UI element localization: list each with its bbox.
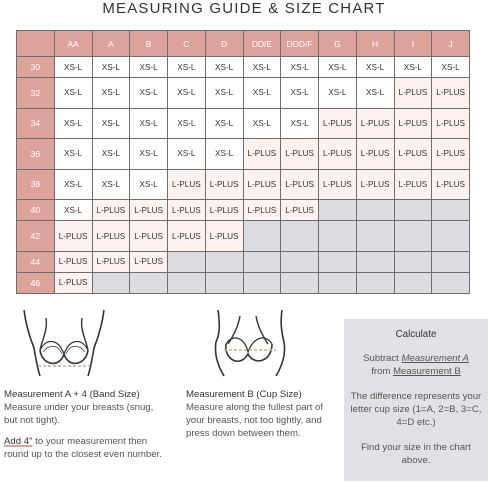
measurement-a-note bbox=[4, 435, 164, 461]
empty-size-cell bbox=[319, 200, 357, 221]
size-cell: XS-L bbox=[130, 139, 168, 170]
size-cell: XS-L bbox=[281, 57, 319, 78]
size-cell: XS-L bbox=[54, 169, 92, 200]
empty-size-cell bbox=[168, 272, 206, 293]
empty-size-cell bbox=[356, 272, 394, 293]
empty-size-cell bbox=[432, 251, 470, 272]
empty-size-cell bbox=[394, 200, 432, 221]
size-cell: XS-L bbox=[205, 108, 243, 139]
size-cell: XS-L bbox=[281, 108, 319, 139]
size-cell: XS-L bbox=[92, 169, 130, 200]
table-corner-cell bbox=[17, 31, 55, 57]
table-row bbox=[17, 200, 470, 221]
note-rest: to your measurement then round up to the closest even number. bbox=[4, 436, 162, 460]
size-cell: L-PLUS bbox=[92, 251, 130, 272]
measurement-a-text: Measure under your breasts (snug, but not tight). bbox=[4, 402, 154, 426]
size-cell: XS-L bbox=[432, 57, 470, 78]
band-size-cell: 44 bbox=[17, 251, 55, 272]
size-cell: XS-L bbox=[394, 57, 432, 78]
empty-size-cell bbox=[394, 251, 432, 272]
size-cell: L-PLUS bbox=[356, 139, 394, 170]
calculate-box bbox=[344, 319, 488, 481]
column-header-cup: J bbox=[432, 31, 470, 57]
size-cell: L-PLUS bbox=[130, 221, 168, 252]
size-cell: XS-L bbox=[319, 57, 357, 78]
empty-size-cell bbox=[319, 221, 357, 252]
size-cell: L-PLUS bbox=[319, 169, 357, 200]
empty-size-cell bbox=[168, 251, 206, 272]
page-title: MEASURING GUIDE & SIZE CHART bbox=[102, 0, 386, 17]
empty-size-cell bbox=[394, 272, 432, 293]
band-size-cell: 40 bbox=[17, 200, 55, 221]
empty-size-cell bbox=[356, 200, 394, 221]
empty-size-cell bbox=[92, 272, 130, 293]
size-cell: L-PLUS bbox=[243, 200, 281, 221]
table-row bbox=[17, 139, 470, 170]
empty-size-cell bbox=[356, 221, 394, 252]
size-cell: L-PLUS bbox=[432, 108, 470, 139]
table-row bbox=[17, 57, 470, 78]
size-cell: XS-L bbox=[281, 78, 319, 109]
size-cell: L-PLUS bbox=[168, 221, 206, 252]
empty-size-cell bbox=[243, 221, 281, 252]
size-cell: L-PLUS bbox=[92, 200, 130, 221]
size-cell: XS-L bbox=[243, 57, 281, 78]
calculate-step-find: Find your size in the chart above. bbox=[361, 442, 471, 466]
size-cell: XS-L bbox=[54, 200, 92, 221]
add-four-highlight: Add 4" bbox=[4, 436, 33, 447]
empty-size-cell bbox=[432, 272, 470, 293]
size-cell: XS-L bbox=[319, 78, 357, 109]
size-cell: XS-L bbox=[54, 108, 92, 139]
subtract-mid: from bbox=[371, 366, 394, 377]
column-header-cup: AA bbox=[54, 31, 92, 57]
table-row bbox=[17, 221, 470, 252]
size-cell: L-PLUS bbox=[281, 200, 319, 221]
band-size-cell: 38 bbox=[17, 169, 55, 200]
size-cell: XS-L bbox=[92, 78, 130, 109]
size-cell: XS-L bbox=[54, 57, 92, 78]
calculate-title: Calculate bbox=[395, 329, 437, 340]
calculate-step-subtract bbox=[350, 352, 482, 378]
empty-size-cell bbox=[205, 251, 243, 272]
empty-size-cell bbox=[394, 221, 432, 252]
empty-size-cell bbox=[432, 221, 470, 252]
empty-size-cell bbox=[243, 272, 281, 293]
table-row bbox=[17, 251, 470, 272]
column-header-cup: H bbox=[356, 31, 394, 57]
empty-size-cell bbox=[432, 200, 470, 221]
empty-size-cell bbox=[205, 272, 243, 293]
size-cell: L-PLUS bbox=[432, 139, 470, 170]
size-cell: L-PLUS bbox=[319, 108, 357, 139]
size-cell: L-PLUS bbox=[356, 169, 394, 200]
column-header-cup: A bbox=[92, 31, 130, 57]
table-body bbox=[17, 57, 470, 294]
size-cell: XS-L bbox=[205, 78, 243, 109]
size-cell: L-PLUS bbox=[130, 251, 168, 272]
band-size-cell: 32 bbox=[17, 78, 55, 109]
empty-size-cell bbox=[356, 251, 394, 272]
size-cell: L-PLUS bbox=[205, 169, 243, 200]
column-header-cup: I bbox=[394, 31, 432, 57]
table-row bbox=[17, 272, 470, 293]
cup-measurement-illustration bbox=[206, 308, 290, 378]
size-cell: L-PLUS bbox=[243, 139, 281, 170]
column-header-cup: DDD/F bbox=[281, 31, 319, 57]
size-cell: L-PLUS bbox=[356, 108, 394, 139]
subtract-prefix: Subtract bbox=[363, 353, 402, 364]
table-header-row bbox=[17, 31, 470, 57]
measurement-a-title: Measurement A + 4 (Band Size) bbox=[4, 389, 140, 400]
size-cell: L-PLUS bbox=[394, 169, 432, 200]
size-cell: XS-L bbox=[92, 139, 130, 170]
size-cell: L-PLUS bbox=[432, 169, 470, 200]
table-row bbox=[17, 78, 470, 109]
calculate-step-difference: The difference represents your letter cup size (1=A, 2=B, 3=C, 4=D etc.) bbox=[350, 391, 482, 428]
size-cell: L-PLUS bbox=[243, 169, 281, 200]
table-row bbox=[17, 108, 470, 139]
empty-size-cell bbox=[130, 272, 168, 293]
measurement-b-ref: Measurement B bbox=[393, 366, 461, 377]
band-size-cell: 30 bbox=[17, 57, 55, 78]
size-cell: XS-L bbox=[356, 57, 394, 78]
size-cell: L-PLUS bbox=[168, 200, 206, 221]
size-chart-table bbox=[16, 30, 470, 294]
size-cell: XS-L bbox=[243, 108, 281, 139]
empty-size-cell bbox=[281, 272, 319, 293]
size-cell: XS-L bbox=[130, 57, 168, 78]
size-cell: L-PLUS bbox=[54, 221, 92, 252]
size-cell: L-PLUS bbox=[54, 272, 92, 293]
size-cell: XS-L bbox=[243, 78, 281, 109]
size-cell: L-PLUS bbox=[319, 139, 357, 170]
measurement-a-ref: Measurement A bbox=[401, 353, 469, 364]
size-cell: XS-L bbox=[54, 139, 92, 170]
band-size-cell: 42 bbox=[17, 221, 55, 252]
size-cell: L-PLUS bbox=[205, 221, 243, 252]
size-cell: L-PLUS bbox=[394, 78, 432, 109]
column-header-cup: C bbox=[168, 31, 206, 57]
size-cell: XS-L bbox=[205, 57, 243, 78]
size-cell: L-PLUS bbox=[394, 108, 432, 139]
empty-size-cell bbox=[281, 221, 319, 252]
size-cell: XS-L bbox=[54, 78, 92, 109]
size-cell: XS-L bbox=[130, 78, 168, 109]
empty-size-cell bbox=[319, 272, 357, 293]
empty-size-cell bbox=[281, 251, 319, 272]
size-cell: XS-L bbox=[205, 139, 243, 170]
measurement-b-text: Measure along the fullest part of your breasts, not too tightly, and press down between them. bbox=[186, 402, 324, 439]
size-cell: XS-L bbox=[168, 139, 206, 170]
size-cell: XS-L bbox=[130, 108, 168, 139]
size-cell: XS-L bbox=[168, 57, 206, 78]
band-size-cell: 46 bbox=[17, 272, 55, 293]
size-cell: XS-L bbox=[356, 78, 394, 109]
size-cell: L-PLUS bbox=[281, 139, 319, 170]
measurement-b-title: Measurement B (Cup Size) bbox=[186, 389, 302, 400]
column-header-cup: DD/E bbox=[243, 31, 281, 57]
table-row bbox=[17, 169, 470, 200]
size-cell: L-PLUS bbox=[432, 78, 470, 109]
empty-size-cell bbox=[319, 251, 357, 272]
size-cell: L-PLUS bbox=[92, 221, 130, 252]
size-cell: XS-L bbox=[92, 57, 130, 78]
band-measurement-illustration bbox=[16, 308, 112, 378]
column-header-cup: G bbox=[319, 31, 357, 57]
size-cell: L-PLUS bbox=[130, 200, 168, 221]
size-cell: L-PLUS bbox=[54, 251, 92, 272]
size-cell: L-PLUS bbox=[281, 169, 319, 200]
column-header-cup: D bbox=[205, 31, 243, 57]
size-cell: L-PLUS bbox=[394, 139, 432, 170]
band-size-cell: 34 bbox=[17, 108, 55, 139]
size-cell: XS-L bbox=[168, 108, 206, 139]
column-header-cup: B bbox=[130, 31, 168, 57]
size-cell: L-PLUS bbox=[205, 200, 243, 221]
size-cell: XS-L bbox=[92, 108, 130, 139]
size-cell: XS-L bbox=[130, 169, 168, 200]
empty-size-cell bbox=[243, 251, 281, 272]
size-cell: L-PLUS bbox=[168, 169, 206, 200]
size-cell: XS-L bbox=[168, 78, 206, 109]
band-size-cell: 36 bbox=[17, 139, 55, 170]
